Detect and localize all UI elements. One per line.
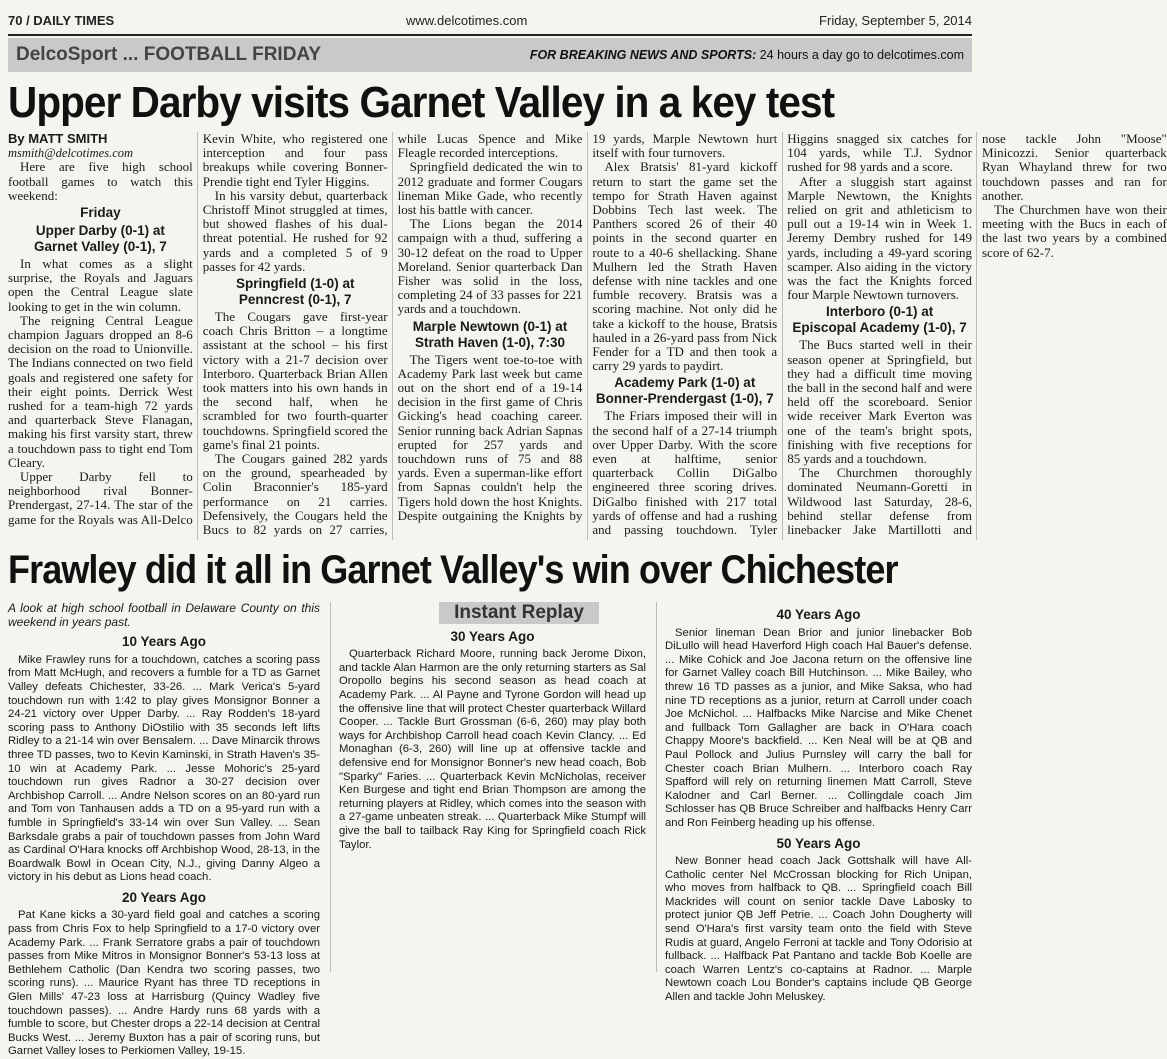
page-number: 70 / DAILY TIMES [8, 12, 115, 28]
paragraph: The Churchmen thoroughly dominated Neumann-Goretti in Wildwood last Saturday, 28-6, behind stellar defense from linebacker Jake Martillotti and nose tackle John "Moose" Minicozzi. Senior quarterback Ryan Whayland threw for two touchdown passes and ran for another. [787, 131, 1167, 538]
year-heading: 50 Years Ago [776, 835, 861, 851]
instant-replay-article [8, 601, 972, 1058]
paragraph: The Churchmen have won their meeting with the Bucs in each of the last two years by a combined score of 62-7. [981, 202, 1167, 260]
breaking-news-line [530, 48, 964, 62]
game-heading [592, 375, 777, 407]
paragraph: Senior lineman Dean Brior and junior linebacker Bob DiLullo will head Haverford High coach Hal Bauer's defense. ... Mike Cohick and Joe Jacona return on the offensive line for Garnet Valley coach Bill Hutchinson. ... Mike Bailey, who threw 16 TD passes as a junior, and Mike Saksa, who had nine TD receptions as a junior, return at Carroll under coach Joe McNichol. ... Halfbacks Mike Narcise and Mike Chenet and fullback Tom Gallagher are back in O'Hara coach Chappy Moore's backfield. ... Ken Neal will be at QB and Paul Pollock and Julius Purnsley will carry the ball for Chester coach Brian Mulhern. ... Interboro coach Ray Spafford will rely on returning linemen Matt Carroll, Steve Kalodner and Carl Berner. ... Collingdale coach Jim Schlosser has QB Bruce Schreiber and halfbacks Henry Carr and Ron Feinberg heading up his offense. [665, 626, 972, 829]
game-heading-line: Springfield (1-0) at [235, 276, 355, 292]
section-banner [8, 38, 972, 72]
breaking-text: 24 hours a day go to delcotimes.com [756, 48, 964, 62]
paragraph: Pat Kane kicks a 30-yard field goal and catches a scoring pass from Chris Fox to help Springfield to a 17-0 victory over Academy Park. ... Frank Serratore grabs a pair of touchdown passes from Mike Mitros in Monsignor Bonner's 53-13 loss at Bethlehem Catholic (Dan Kendra two scoring passes, two scoring runs). ... Maurice Ryant has three TD receptions in Glen Mills' 47-23 loss at Harrisburg (Quincy Wadley five touchdown passes). ... Andre Hardy runs 68 yards with a fumble to score, but Chester drops a 22-14 decision at Central Bucks West. ... Jeremy Buxton has a pair of scoring runs, but Garnet Valley loses to Perkiomen Valley, 19-15. [8, 909, 320, 1058]
game-heading [398, 319, 583, 351]
game-heading-line: Bonner-Prendergast (1-0), 7 [595, 391, 774, 407]
top-rule [8, 34, 972, 36]
issue-date: Friday, September 5, 2014 [819, 12, 972, 28]
game-heading [203, 276, 388, 308]
main-headline: Upper Darby visits Garnet Valley in a key test [8, 78, 835, 127]
paragraph: After a sluggish start against Marple Newtown, the Knights relied on grit and athleticism to pull out a 19-14 win in Week 1. Jeremy Dembry rushed for 149 yards, including a 49-yard scoring scamper. Also aiding in the victory was the fact the Knights forced four Marple Newtown turnovers. [787, 173, 972, 303]
instant-replay-label: Instant Replay [439, 602, 599, 624]
game-heading-line: Marple Newtown (0-1) at [412, 318, 568, 334]
folio-bar [8, 8, 972, 32]
paragraph: The Lions began the 2014 campaign with a thud, suffering a 30-12 defeat on the road to Upper Moreland. Senior quarterback Dan Fisher was solid in the loss, completing 24 of 33 passes for 221 yards and a touchdown. [397, 216, 583, 317]
paragraph: Mike Frawley runs for a touchdown, catches a scoring pass from Matt McHugh, and recovers a fumble for a TD as Garnet Valley defeats Chichester, 33-26. ... Mark Verica's 5-yard touchdown run with 1:42 to play gives Monsignor Bonner a 24-21 victory over Upper Darby. ... Ray Rodden's 18-yard scoring pass to Anthony DiOstilio with 35 seconds left lifts Ridley to a 21-14 win over Bensalem. ... Dave Minarcik throws three TD passes, two to Kevin Kaminski, in Strath Haven's 35-10 win at Academy Park. ... Jesse Mohoric's 25-yard touchdown run gives Radnor a 30-27 decision over Archbishop Carroll. ... Andre Nelson scores on an 80-yard run and Tom von Tanhausen adds a TD on a 95-yard run with a fumble in Springfield's 33-14 win over Sun Valley. ... Sean Barksdale grabs a pair of touchdown passes from John Ward as Cardinal O'Hara knocks off Archbishop Wood, 28-13, in the Boardwalk Bowl in Ocean City, N.J., giving Danny Algeo a victory in his debut as Lions head coach. [8, 653, 320, 884]
year-heading: 40 Years Ago [776, 607, 861, 622]
site-url[interactable]: www.delcotimes.com [405, 12, 528, 28]
year-heading: 10 Years Ago [121, 634, 207, 650]
section-title: DelcoSport ... FOOTBALL FRIDAY [16, 44, 322, 65]
replay-column [656, 602, 972, 1004]
paragraph: New Bonner head coach Jack Gottshalk will have All-Catholic center Nel McCrossan blocking for Rich Unipan, who moves from halfback to QB. ... Springfield coach Bill Mackrides will count on senior tackle Dave Labosky to protect junior QB Jeff Petrie. ... Coach John Dougherty will send O'Hara's first varsity team onto the field with Steve Rudis at guard, Angelo Ferroni at tackle and Tony Odorisio at fullback. ... Halfback Pat Pantano and tackle Bob Koelle are coach Warren Lentz's co-captains at Radnor. ... Marple Newtown coach Lou Bonder's captains include QB George Allen and tackle John Meluskey. [665, 855, 972, 1004]
game-heading-line: Interboro (0-1) at [825, 304, 934, 320]
paragraph: The Bucs started well in their season opener at Springfield, but they had a difficult time moving the ball in the second half and were held off the scoreboard. Senior wide receiver Mark Everton was one of the team's bright spots, finishing with five receptions for 85 yards and a touchdown. [787, 337, 972, 467]
year-heading: 30 Years Ago [450, 628, 535, 644]
game-heading-line: Strath Haven (1-0), 7:30 [414, 334, 566, 350]
paragraph: Upper Darby fell to neighborhood rival Bonner-Prendergast, 27-14. The star of the game for the Royals was All-Delco Kevin White, who registered one interception and four pass breakups while covering Bonner-Prendie tight end Tyler Higgins. [8, 131, 388, 527]
game-heading-line: Academy Park (1-0) at [614, 375, 756, 391]
replay-column [330, 602, 646, 972]
paragraph: Springfield dedicated the win to 2012 graduate and former Cougars lineman Mike Gade, who recently lost his battle with cancer. [397, 159, 583, 218]
paragraph: The Cougars gained 282 yards on the ground, spearheaded by Colin Braconnier's 185-yard performance on 21 carries. Defensively, the Cougars held the Bucs to 82 yards on 27 carries, while Lucas Spence and Mike Fleagle recorded interceptions. [202, 131, 583, 538]
replay-column [8, 601, 320, 1058]
game-heading-line: Garnet Valley (0-1), 7 [33, 239, 167, 255]
paragraph: The Cougars gave first-year coach Chris Britton – a longtime assistant at the school – his first victory with a 21-7 decision over Interboro. Quarterback Brian Allen took matters into his own hands in the second half, when he scrambled for two fourth-quarter touchdowns. Springfield scored the game's final 21 points. [202, 309, 388, 452]
paragraph: In what comes as a slight surprise, the Royals and Jaguars open the Central League slate looking to get in the win column. [8, 256, 193, 314]
game-heading [8, 223, 193, 255]
replay-intro: A look at high school football in Delaware County on this weekend in years past. [8, 601, 320, 629]
byline: By MATT SMITH [8, 131, 108, 146]
paragraph: The reigning Central League champion Jaguars dropped an 8-6 decision on the road to Unionville. The Indians connected on two field goals and registered one safety for their eight points. Derrick West rushed for a team-high 72 yards and quarterback Steve Flanagan, making his first varsity start, threw a touchdown pass to tight end Tom Cleary. [8, 312, 193, 470]
game-heading-line: Upper Darby (0-1) at [35, 223, 165, 239]
byline-email[interactable]: msmith@delcotimes.com [8, 146, 134, 161]
day-heading: Friday [80, 205, 121, 221]
paragraph: Alex Bratsis' 81-yard kickoff return to start the game set the tempo for Strath Haven against Dobbins Tech last week. The Panthers scored 26 of their 40 points in the second quarter en route to a 40-6 shellacking. Shane Mulhern led the Strath Haven defense with nine tackles and one fumble recovery. Bratsis was a scoring machine. Not only did he take a kickoff to the house, Bratsis hauled in a 26-yard pass from Nick Fender for a TD and then took a carry 29 yards to paydirt. [592, 159, 778, 374]
breaking-label: FOR BREAKING NEWS AND SPORTS: [529, 48, 757, 62]
game-heading-line: Episcopal Academy (1-0), 7 [792, 320, 967, 336]
paragraph: The Tigers went toe-to-toe with Academy Park last week but came out on the short end of a 19-14 decision in the first game of Chris Gicking's head coaching career. Senior running back Adrian Sapnas erupted for 257 yards and touchdown runs of 75 and 88 yards. Even a superman-like effort from Sapnas couldn't help the Tigers hold down the host Knights. Despite outgaining the Knights by 19 yards, Marple Newtown hurt itself with four turnovers. [397, 131, 778, 523]
preview-article [8, 131, 1167, 540]
year-heading: 20 Years Ago [121, 889, 207, 905]
paragraph: In his varsity debut, quarterback Christoff Minot struggled at times, but showed flashes of his dual-threat potential. He rushed for 92 yards and a completed 5 of 9 passes for 42 yards. [202, 187, 388, 274]
second-headline: Frawley did it all in Garnet Valley's win over Chichester [8, 548, 898, 592]
paragraph: The Friars imposed their will in the second half of a 27-14 triumph over Upper Darby. With the score even at halftime, senior quarterback Collin DiGalbo engineered three scoring drives. DiGalbo finished with 217 total yards of offense and had a rushing and passing touchdown. Tyler Higgins snagged six catches for 104 yards, while T.J. Sydnor rushed for 98 yards and a score. [592, 131, 972, 538]
game-heading [787, 304, 972, 336]
paragraph: Quarterback Richard Moore, running back Jerome Dixon, and tackle Alan Harmon are the only returning starters as Sal Oropollo begins his second season as head coach at Academy Park. ... Al Payne and Tyrone Gordon will head up the offensive line that will protect Chester quarterback Willard Cooper. ... Tackle Burt Grossman (6-6, 260) may play both ways for Archbishop Carroll head coach Kevin Clancy. ... Ed Monaghan (6-3, 260) will line up at offensive tackle and defensive end for Monsignor Bonner's new head coach, Bob "Sparky" Faries. ... Quarterback Kevin McNicholas, receiver Ken Burgese and tight end Brian Thompson are among the returning players at Ridley, which comes into the season with a 27-game unbeaten streak. ... Quarterback Mike Stumpf will give the ball to tailback Ray King for Springfield coach Rick Taylor. [339, 648, 646, 851]
intro-paragraph: Here are five high school football games to watch this weekend: [8, 159, 193, 203]
game-heading-line: Penncrest (0-1), 7 [238, 292, 352, 308]
